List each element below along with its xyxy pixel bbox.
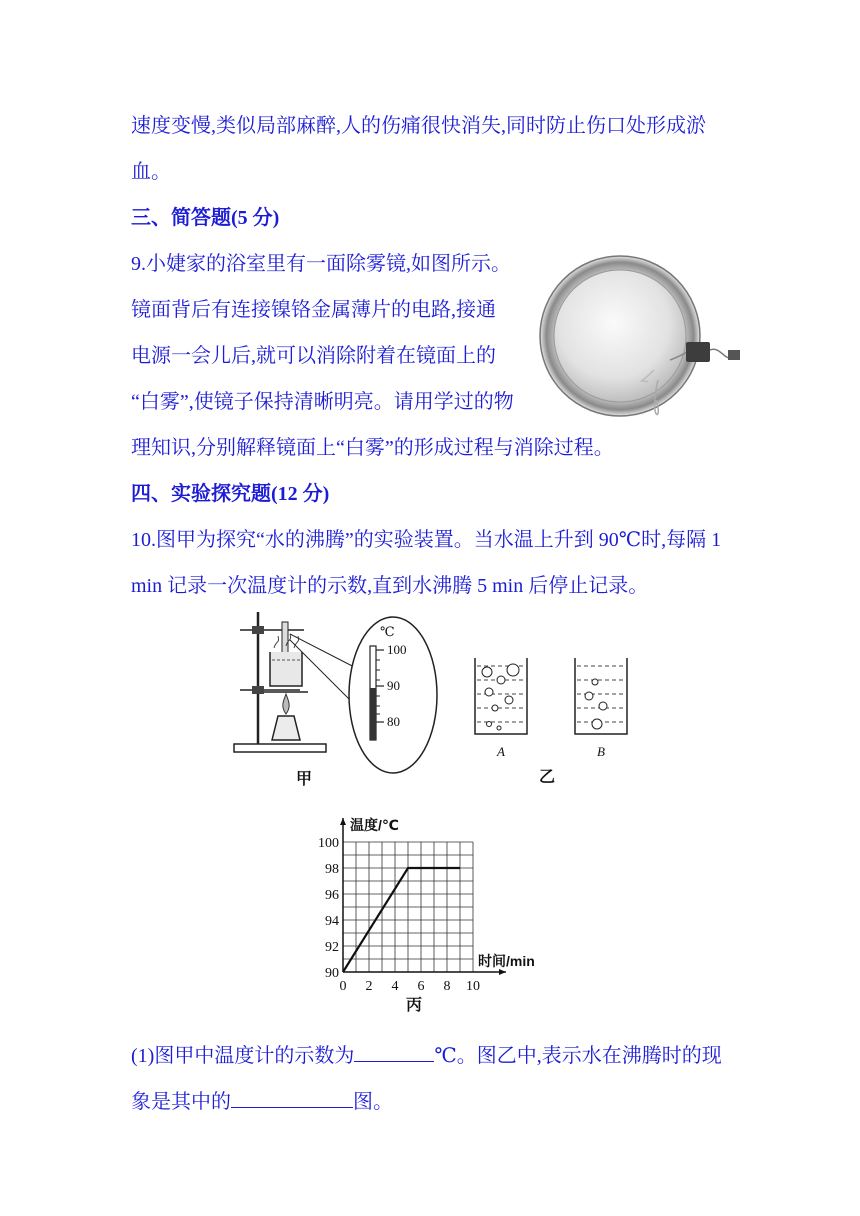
beaker-a-label: A (497, 744, 505, 759)
figure-jia (230, 600, 450, 790)
answer-1-suffix: ℃。图乙中,表示水在沸腾时的现 (434, 1045, 722, 1067)
figure-bing-chart (306, 810, 566, 1020)
question-9-line-1: 9.小婕家的浴室里有一面除雾镜,如图所示。 (131, 253, 511, 275)
x-axis-arrow (499, 969, 506, 975)
section-heading-3: 三、简答题(5 分) (131, 207, 280, 229)
answer-blank-figure[interactable] (231, 1087, 353, 1108)
chart-y-axis-label: 温度/℃ (350, 817, 399, 833)
y-axis-arrow (340, 818, 346, 825)
answer-line-2 (131, 1087, 393, 1116)
y-tick-label: 90 (325, 966, 339, 981)
chart-x-axis-label: 时间/min (478, 953, 535, 969)
question-10-line-1: 10.图甲为探究“水的沸腾”的实验装置。当水温上升到 90℃时,每隔 1 (131, 529, 722, 551)
figure-yi (465, 650, 635, 790)
y-tick-label: 100 (318, 836, 339, 851)
question-9-line-3: 电源一会儿后,就可以消除附着在镜面上的 (131, 345, 496, 367)
chart-axes (340, 818, 506, 975)
answer-line-1 (131, 1041, 722, 1070)
x-tick-label: 2 (365, 979, 373, 994)
text-line-1: 速度变慢,类似局部麻醉,人的伤痛很快消失,同时防止伤口处形成淤 (131, 115, 706, 137)
chart-grid (343, 842, 473, 972)
question-9-line-5: 理知识,分别解释镜面上“白雾”的形成过程与消除过程。 (131, 437, 614, 459)
thermometer-scale-100: 100 (387, 642, 407, 657)
chart-caption: 丙 (406, 997, 423, 1014)
beaker-b-label: B (597, 744, 605, 759)
question-10-line-2: min 记录一次温度计的示数,直到水沸腾 5 min 后停止记录。 (131, 575, 649, 597)
text-line-2: 血。 (131, 161, 171, 183)
thermometer-scale-90: 90 (387, 678, 400, 693)
question-9-line-2: 镜面背后有连接镍铬金属薄片的电路,接通 (131, 299, 496, 321)
y-tick-label: 96 (325, 888, 339, 903)
figure-yi-caption: 乙 (539, 769, 556, 786)
y-tick-label: 92 (325, 940, 339, 955)
x-tick-label: 0 (339, 979, 347, 994)
y-tick-label: 94 (325, 914, 339, 929)
answer-blank-temperature[interactable] (354, 1041, 434, 1062)
answer-2-prefix: 象是其中的 (131, 1091, 231, 1113)
defog-mirror-image (536, 250, 756, 430)
x-tick-label: 6 (417, 979, 425, 994)
stand-base (234, 744, 326, 752)
x-tick-label: 4 (391, 979, 399, 994)
section-heading-4: 四、实验探究题(12 分) (131, 483, 330, 505)
y-tick-label: 98 (325, 862, 339, 877)
answer-2-suffix: 图。 (353, 1091, 393, 1113)
thermometer-scale-80: 80 (387, 714, 400, 729)
answer-1-prefix: (1)图甲中温度计的示数为 (131, 1045, 355, 1067)
thermometer-unit: ℃ (380, 624, 395, 639)
x-tick-label: 10 (466, 979, 480, 994)
x-tick-label: 8 (443, 979, 451, 994)
figure-jia-caption: 甲 (296, 771, 313, 788)
question-9-line-4: “白雾”,使镜子保持清晰明亮。请用学过的物 (131, 391, 514, 413)
